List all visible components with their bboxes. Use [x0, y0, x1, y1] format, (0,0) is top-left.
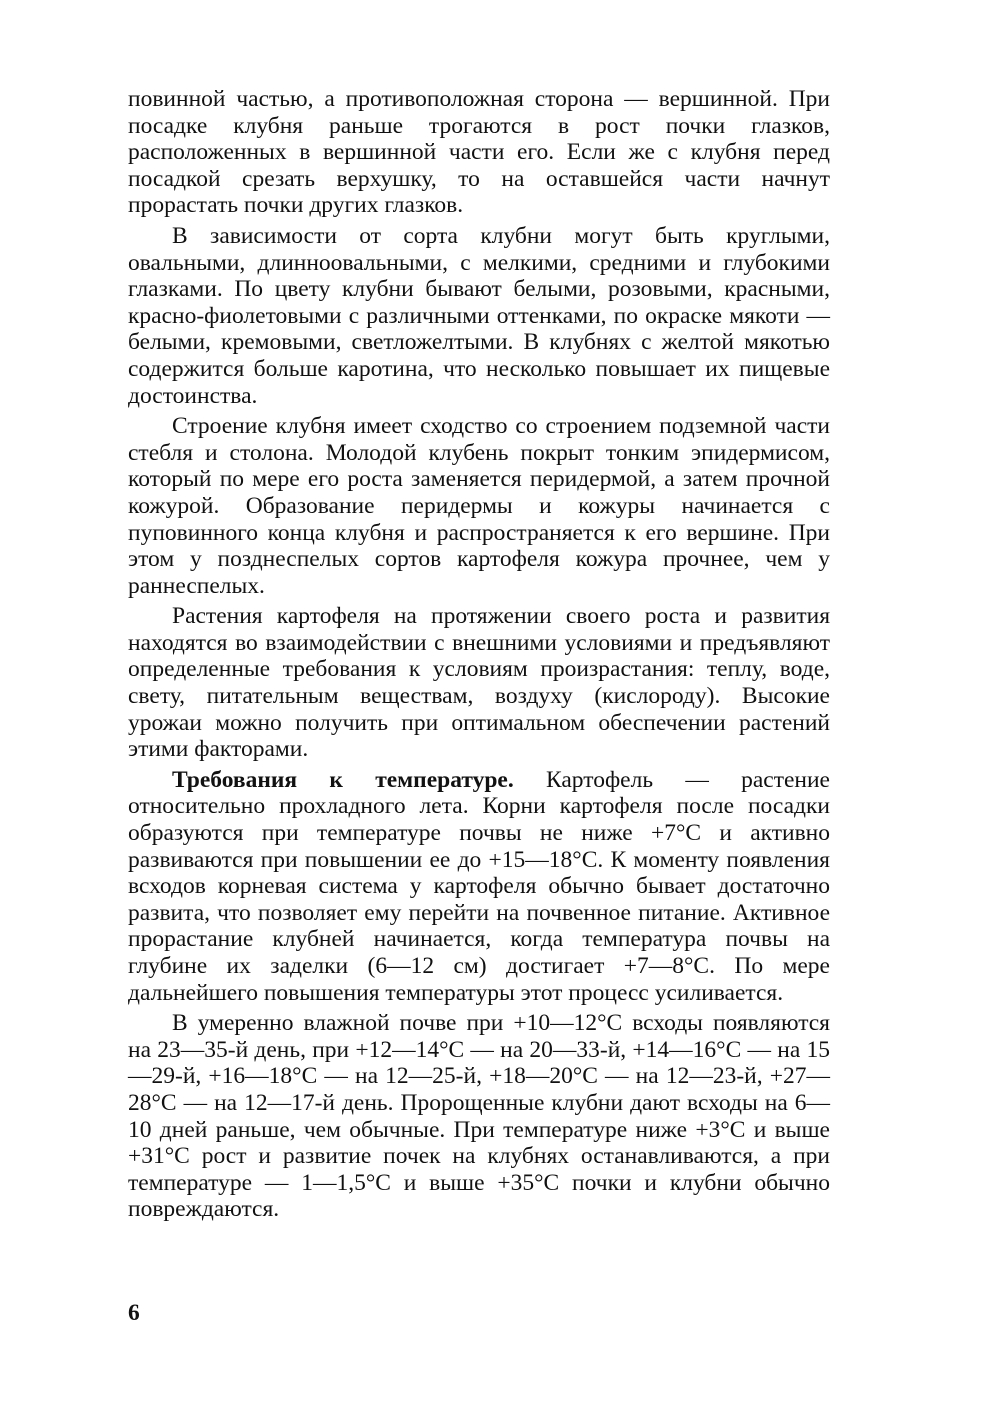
paragraph-tuber-structure: Строение клубня имеет сходство со строением подземной части стебля и столона. Молодой клубень покрыт тонким эпидермисом, который по мере его роста заменяется перидермой, а затем прочной кожурой. Образование перидермы и кожуры начинается с пуповинного конца клубня и распространяется к его вершине. При этом у позднеспелых сортов картофеля кожура прочнее, чем у раннеспелых.	[128, 413, 830, 599]
paragraph-tuber-varieties: В зависимости от сорта клубни могут быть круглыми, овальными, длинноовальными, с мелкими, средними и глубокими глазками. По цвету клубни бывают белыми, розовыми, красными, красно-фиолетовыми с различными оттенками, по окраске мякоти — белыми, кремовыми, светложелтыми. В клубнях с желтой мякотью содержится больше каротина, что несколько повышает их пищевые достоинства.	[128, 222, 830, 409]
page-number: 6	[128, 1300, 140, 1326]
paragraph-tuber-ends: повинной частью, а противоположная сторона — вершинной. При посадке клубня раньше трогаются в рост почки глазков, расположенных в вершинной части его. Если же с клубня перед посадкой срезать верхушку, то на оставшейся части начнут прорастать почки других глазков.	[128, 86, 830, 219]
section-heading-temperature: Требования к температуре.	[172, 766, 514, 793]
paragraph-temperature-requirements	[128, 767, 830, 1006]
page-body	[128, 86, 830, 1223]
paragraph-emergence-times: В умеренно влажной почве при +10—12°С всходы появляются на 23—35-й день, при +12—14°С — на 20—33-й, +14—16°С — на 15—29-й, +16—18°С — на 12—25-й, +18—20°С — на 12—23-й, +27—28°С — на 12—17-й день. Пророщенные клубни дают всходы на 6—10 дней раньше, чем обычные. При температуре ниже +3°С и выше +31°С рост и развитие почек на клубнях останавливаются, а при температуре — 1—1,5°С и выше +35°С почки и клубни обычно повреждаются.	[128, 1010, 830, 1223]
temperature-section-text: Картофель — растение относительно прохладного лета. Корни картофеля после посадки образуются при температуре почвы не ниже +7°С и активно развиваются при повышении ее до +15—18°С. К моменту появления всходов корневая система у картофеля обычно бывает достаточно развита, что позволяет ему перейти на почвенное питание. Активное прорастание клубней начинается, когда температура почвы на глубине их заделки (6—12 см) достигает +7—8°С. По мере дальнейшего повышения температуры этот процесс усиливается.	[128, 766, 830, 1006]
paragraph-growing-conditions: Растения картофеля на протяжении своего роста и развития находятся во взаимодействии с внешними условиями и предъявляют определенные требования к условиям произрастания: теплу, воде, свету, питательным веществам, воздуху (кислороду). Высокие урожаи можно получить при оптимальном обеспечении растений этими факторами.	[128, 603, 830, 763]
